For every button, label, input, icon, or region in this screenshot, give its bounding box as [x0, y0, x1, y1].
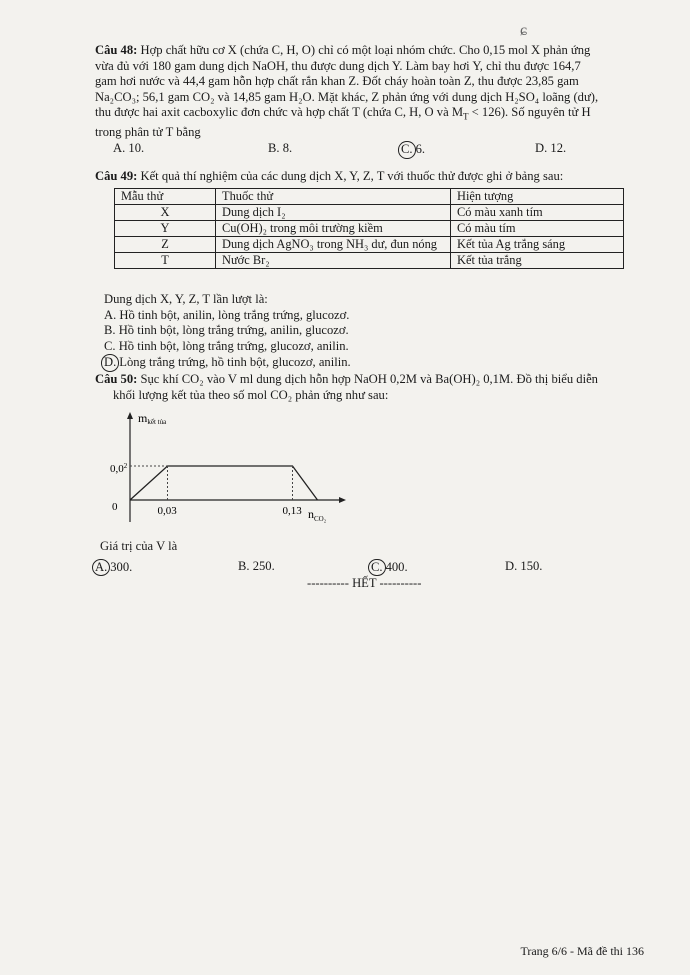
y-axis-label: mkết tủa: [138, 411, 167, 426]
table-row: T Nước Br₂ Kết tủa trắng: [115, 253, 624, 269]
results-table: [114, 188, 624, 269]
origin-label: 0: [112, 501, 118, 513]
choice-c: C. Hồ tinh bột, lòng trắng trứng, glucozơ, anilin.: [104, 338, 349, 353]
question-50: Câu 50: Sục khí CO₂ vào V ml dung dịch hỗn hợp NaOH 0,2M và Ba(OH)₂ 0,1M. Đồ thị biểu diễn khối lượng kết tủa theo số mol CO₂ phản ứng như sau:: [95, 372, 598, 402]
x-axis-arrow: [339, 497, 346, 503]
x-axis-label: $n_{CO_2}$: [308, 507, 327, 523]
question-label: Câu 48:: [95, 43, 138, 57]
circled-letter: A.: [92, 559, 110, 577]
option-c: C. 400.: [371, 559, 505, 577]
option-a: A. 300.: [95, 559, 238, 577]
circled-letter: D.: [101, 354, 119, 372]
x-tick-label: 0,03: [157, 505, 177, 517]
y-tick-label: $0,0^2$: [110, 462, 128, 475]
choice-d: D. Lòng trắng trứng, hồ tinh bột, glucozơ, anilin.: [104, 354, 664, 372]
page-footer: Trang 6/6 - Mã đề thi 136: [520, 944, 644, 958]
option-c: C. 6.: [401, 141, 535, 159]
option-d: D. 150.: [505, 558, 543, 573]
circled-letter: C.: [398, 141, 416, 159]
table-row: Z Dung dịch AgNO₃ trong NH₃ dư, đun nóng Kết tủa Ag trắng sáng: [115, 237, 624, 253]
question-48: Câu 48: Hợp chất hữu cơ X (chứa C, H, O) chỉ có một loại nhóm chức. Cho 0,15 mol X phản ứng vừa đủ với 180 gam dung dịch NaOH, thu được dung dịch Y. Làm bay hơi Y, chỉ thu được 164,7 gam hơi nước và 44,4 gam hỗn hợp chất rắn khan Z. Đốt cháy hoàn toàn Z, thu được 23,85 gam Na₂CO₃; 56,1 gam CO₂ và 14,85 gam H₂O. Mặt khác, Z phản ứng với dung dịch H₂SO₄ loãng (dư), thu được hai axit cacboxylic đơn chức và hợp chất T (chứa C, H, O và $M_T < 126$). Số nguyên tử H trong phân tử T bằng A. 10. B. 8. C. 6. D. 12.: [95, 43, 655, 159]
table-row: Y Cu(OH)₂ trong môi trường kiềm Có màu tím: [115, 221, 624, 237]
choice-a: A. Hồ tinh bột, anilin, lòng trắng trứng, glucozơ.: [104, 307, 350, 322]
x-tick-label: 0,13: [282, 505, 302, 517]
question-49: Câu 49: Kết quả thí nghiệm của các dung dịch X, Y, Z, T với thuốc thử được ghi ở bảng sau:: [95, 169, 564, 183]
precipitate-chart: [108, 410, 368, 540]
end-marker: ---------- HẾT ----------: [307, 576, 422, 590]
option-a: A. 10.: [113, 141, 145, 156]
option-b: B. 250.: [238, 558, 275, 573]
table-header: Mẫu thử Thuốc thử Hiện tượng: [115, 189, 624, 205]
option-d: D. 12.: [535, 141, 567, 156]
series-line: [130, 466, 318, 500]
option-b: B. 8.: [268, 141, 293, 156]
y-axis-arrow: [127, 412, 133, 419]
question-50-answers: Giá trị của V là A. 300. B. 250. C. 400. D. 150.: [95, 539, 655, 576]
pen-mark: ɕ: [520, 22, 528, 39]
circled-letter: C.: [368, 559, 386, 577]
table-row: X Dung dịch I₂ Có màu xanh tím: [115, 205, 624, 221]
question-49-choices: Dung dịch X, Y, Z, T lần lượt là: A. Hồ tinh bột, anilin, lòng trắng trứng, glucozơ. B. Hồ tinh bột, lòng trắng trứng, anilin, glucozơ. C. Hồ tinh bột, lòng trắng trứng, glucozơ, anilin. D. Lòng trắng trứng, hồ tinh bột, glucozơ, anilin.: [104, 292, 664, 372]
choice-b: B. Hồ tinh bột, lòng trắng trứng, anilin, glucozơ.: [104, 323, 349, 338]
